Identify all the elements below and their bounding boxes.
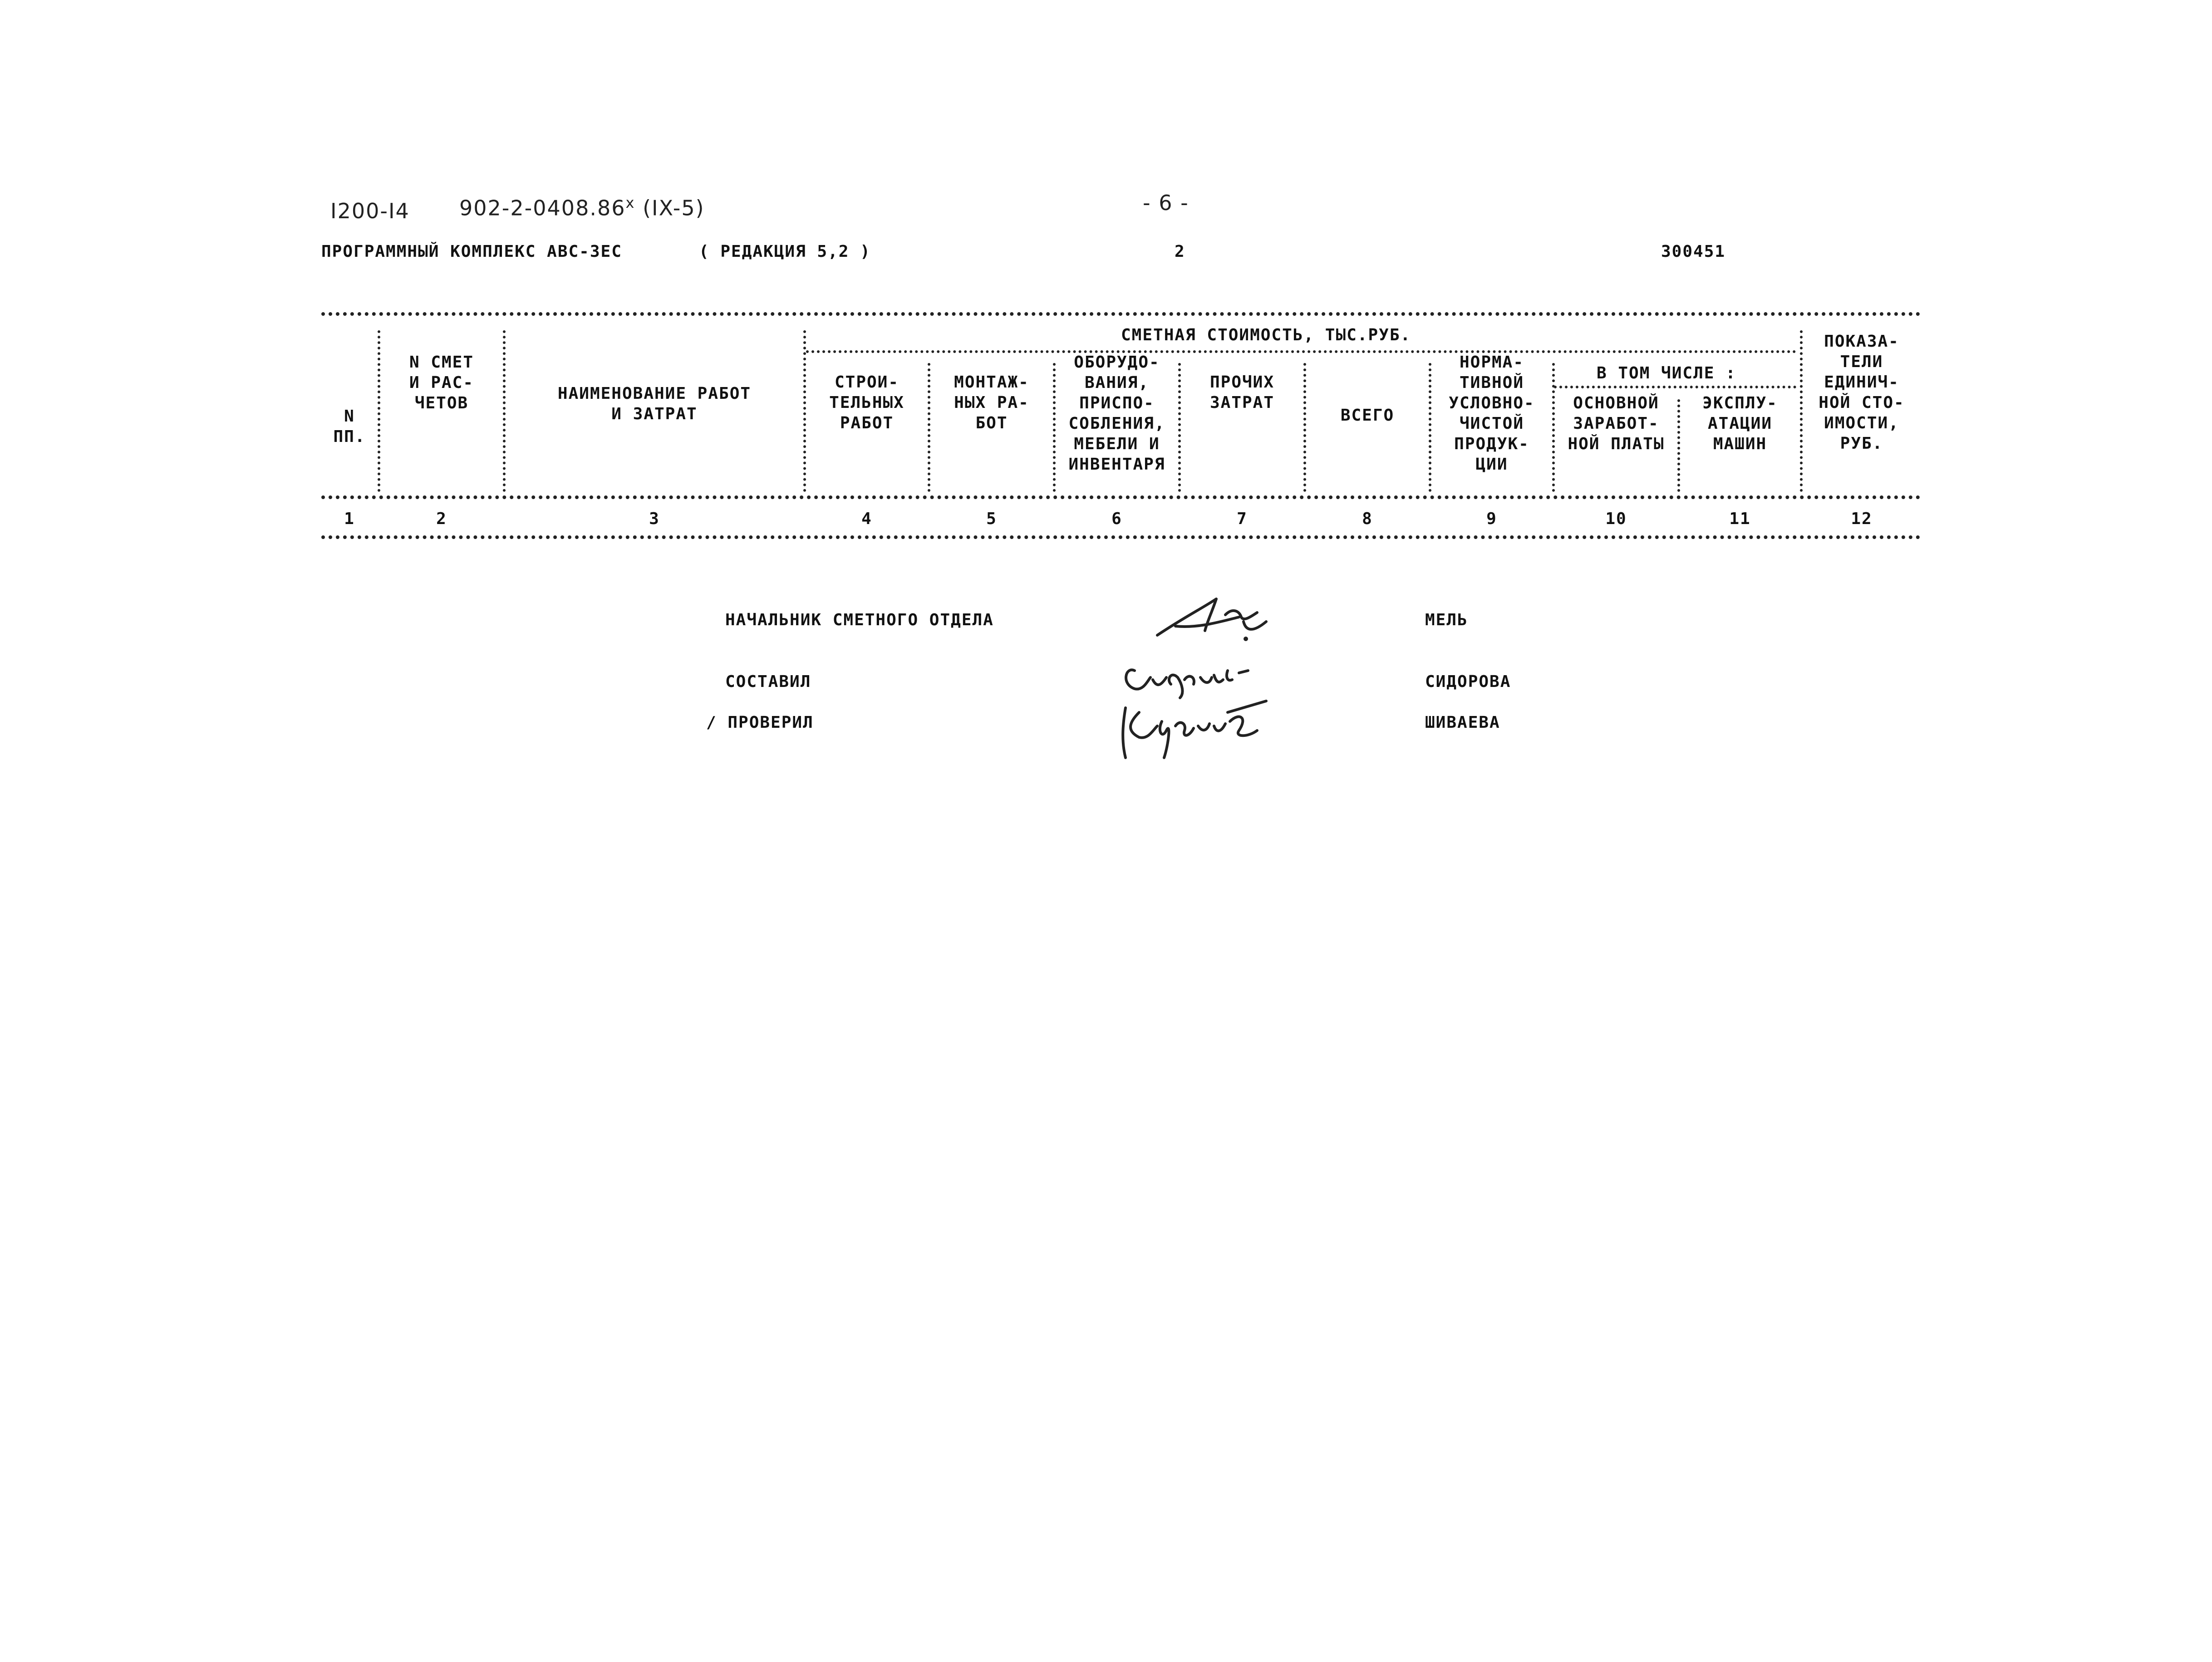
column-number: 8 <box>1362 509 1373 528</box>
column-number: 3 <box>649 509 660 528</box>
column-number: 11 <box>1729 509 1751 528</box>
column-header-6: ОБОРУДО- ВАНИЯ, ПРИСПО- СОБЛЕНИЯ, МЕБЕЛИ И ИНВЕНТАРЯ <box>1068 353 1165 474</box>
table-top-rule <box>321 312 1921 316</box>
sheet-number: 2 <box>1175 242 1185 261</box>
project-code-suffix: (IX-5) <box>643 196 705 221</box>
subgroup-subrule <box>1554 386 1796 388</box>
column-header-7: ПРОЧИХ ЗАТРАТ <box>1209 373 1275 412</box>
column-number: 7 <box>1237 509 1248 528</box>
column-number: 4 <box>861 509 872 528</box>
document-code: I200-I4 <box>330 199 410 223</box>
signatory-role-head: НАЧАЛЬНИК СМЕТНОГО ОТДЕЛА <box>725 611 994 629</box>
signatory-name-checked: ШИВАЕВА <box>1425 713 1500 732</box>
column-number: 9 <box>1486 509 1497 528</box>
column-header-10: ОСНОВНОЙ ЗАРАБОТ- НОЙ ПЛАТЫ <box>1568 394 1665 453</box>
group-header-cost: СМЕТНАЯ СТОИМОСТЬ, ТЫС.РУБ. <box>1121 326 1411 344</box>
column-header-11: ЭКСПЛУ- АТАЦИИ МАШИН <box>1702 394 1778 453</box>
signatory-role-compiled: СОСТАВИЛ <box>725 672 811 691</box>
column-number: 1 <box>344 509 355 528</box>
column-number: 5 <box>986 509 997 528</box>
column-header-9: НОРМА- ТИВНОЙ УСЛОВНО- ЧИСТОЙ ПРОДУК- ЦИИ <box>1449 353 1535 474</box>
project-code-main: 902-2-0408.86 <box>459 196 626 221</box>
project-code <box>459 194 705 220</box>
signatory-role-checked: / ПРОВЕРИЛ <box>706 713 814 732</box>
signatory-name-head: МЕЛЬ <box>1425 611 1468 629</box>
column-header-4: СТРОИ- ТЕЛЬНЫХ РАБОТ <box>829 373 904 432</box>
header-bottom-rule <box>321 495 1921 499</box>
column-header-1: N ПП. <box>333 407 366 446</box>
column-number: 12 <box>1851 509 1873 528</box>
signature-head-image <box>1148 590 1284 649</box>
page-number: - 6 - <box>1143 191 1189 215</box>
signatory-name-compiled: СИДОРОВА <box>1425 672 1511 691</box>
table-bottom-rule <box>321 535 1921 539</box>
signature-checked-image <box>1112 694 1275 767</box>
column-number: 2 <box>436 509 447 528</box>
column-header-8: ВСЕГО <box>1340 406 1395 425</box>
group-subrule <box>806 350 1796 353</box>
column-header-5: МОНТАЖ- НЫХ РА- БОТ <box>954 373 1029 432</box>
column-header-2: N СМЕТ И РАС- ЧЕТОВ <box>409 353 474 412</box>
edition-label: ( РЕДАКЦИЯ 5,2 ) <box>699 242 871 261</box>
column-header-3: НАИМЕНОВАНИЕ РАБОТ И ЗАТРАТ <box>557 384 752 423</box>
program-line: ПРОГРАММНЫЙ КОМПЛЕКС АВС-ЗЕС <box>321 242 622 261</box>
column-number: 6 <box>1111 509 1122 528</box>
project-code-sup: x <box>625 194 635 211</box>
column-header-12: ПОКАЗА- ТЕЛИ ЕДИНИЧ- НОЙ СТО- ИМОСТИ, РУБ. <box>1819 332 1905 453</box>
document-number: 300451 <box>1661 242 1726 261</box>
column-number: 10 <box>1605 509 1627 528</box>
subgroup-header: В ТОМ ЧИСЛЕ : <box>1597 364 1736 382</box>
